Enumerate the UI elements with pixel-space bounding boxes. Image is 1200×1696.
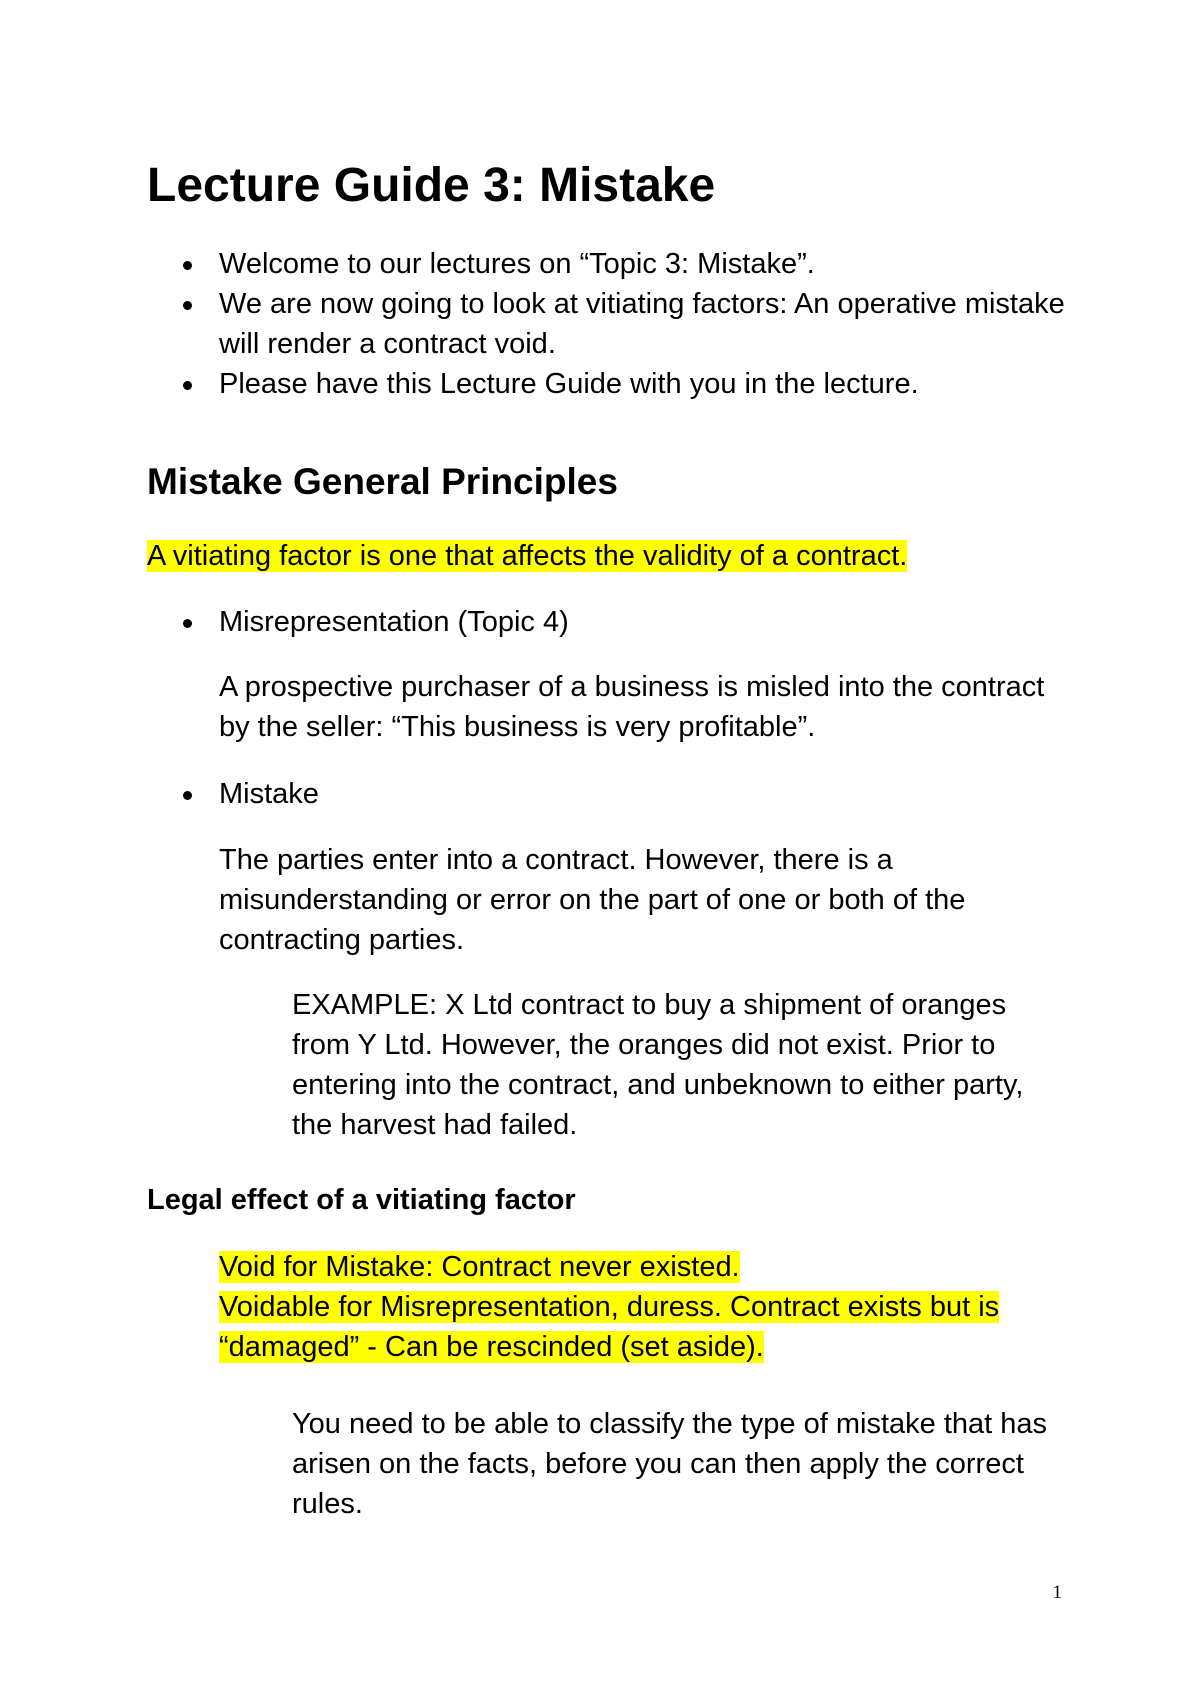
bullet-text: Welcome to our lectures on “Topic 3: Mistake”.: [219, 248, 815, 280]
bullet-text: Please have this Lecture Guide with you in the lecture.: [219, 368, 919, 400]
classify-paragraph: You need to be able to classify the type of mistake that has arisen on the facts, before you can then apply the correct rules.: [292, 1408, 1048, 1520]
section-heading-general-principles: Mistake General Principles: [147, 461, 618, 502]
example-text: X Ltd contract to buy a shipment of oranges from Y Ltd. However, the oranges did not exist. Prior to entering into the contract, and unbeknown to either party, the harvest had failed.: [292, 989, 1024, 1141]
highlighted-void-line: Void for Mistake: Contract never existed.: [219, 1251, 740, 1283]
intro-bullet-list: [147, 244, 1067, 404]
list-item: [147, 244, 1067, 284]
bullet-icon: [183, 381, 192, 390]
bullet-icon: [183, 261, 192, 270]
highlighted-voidable-line: Voidable for Misrepresentation, duress. Contract exists but is “damaged” - Can be rescinded (set aside).: [219, 1291, 1000, 1363]
page-title: Lecture Guide 3: Mistake: [147, 159, 716, 212]
list-item: [147, 284, 1067, 364]
definition-paragraph: [147, 536, 1077, 576]
example-paragraph: [292, 985, 1052, 1145]
mistake-description-paragraph: The parties enter into a contract. However, there is a misunderstanding or error on the part of one or both of the contracting parties.: [219, 844, 966, 956]
bullet-icon: [183, 791, 192, 800]
legal-effect-paragraph: [219, 1247, 1079, 1367]
example-label: EXAMPLE:: [292, 989, 438, 1021]
bullet-text: Mistake: [219, 778, 319, 810]
list-item: [147, 364, 1067, 404]
misrep-bullet: [147, 602, 1067, 642]
misrep-example-paragraph: A prospective purchaser of a business is misled into the contract by the seller: “This business is very profitable”.: [219, 671, 1045, 743]
bullet-icon: [183, 301, 192, 310]
mistake-bullet: [147, 774, 1067, 814]
bullet-text: Misrepresentation (Topic 4): [219, 606, 569, 638]
list-item: [147, 774, 1067, 814]
section-heading-legal-effect: Legal effect of a vitiating factor: [147, 1184, 576, 1216]
highlighted-definition: A vitiating factor is one that affects the validity of a contract.: [147, 540, 908, 572]
bullet-icon: [183, 619, 192, 628]
bullet-text: We are now going to look at vitiating factors: An operative mistake will render a contract void.: [219, 288, 1065, 360]
page-number: 1: [1052, 1582, 1062, 1603]
list-item: [147, 602, 1067, 642]
